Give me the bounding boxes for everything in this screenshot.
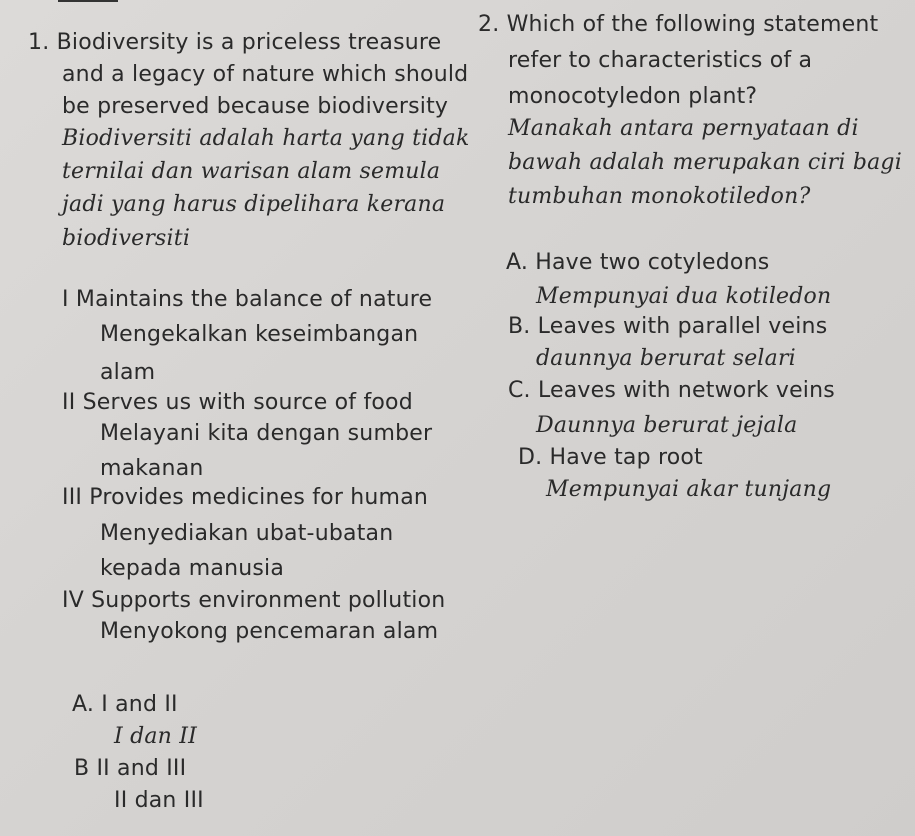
q2-option-b-en: B. Leaves with parallel veins <box>508 314 828 339</box>
q1-statement-1-ms-1: Mengekalkan keseimbangan <box>100 322 419 347</box>
q1-statement-4-en: IV Supports environment pollution <box>62 588 446 613</box>
q1-stem-ms-4: biodiversiti <box>62 226 191 251</box>
q2-option-c-ms: Daunnya berurat jejala <box>536 413 798 438</box>
q1-statement-2-en: II Serves us with source of food <box>62 390 413 415</box>
q1-statement-1-ms-2: alam <box>100 360 156 385</box>
q1-stem-en-1: 1. Biodiversity is a priceless treasure <box>28 30 442 55</box>
q1-statement-2-ms-1: Melayani kita dengan sumber <box>100 421 433 446</box>
q1-stem-ms-2: ternilai dan warisan alam semula <box>62 159 441 184</box>
q1-statement-4-ms: Menyokong pencemaran alam <box>100 619 439 644</box>
q1-stem-ms-3: jadi yang harus dipelihara kerana <box>62 192 446 217</box>
top-rule <box>58 0 118 2</box>
q2-stem-en-1: 2. Which of the following statement <box>478 12 879 37</box>
q2-option-a-en: A. Have two cotyledons <box>506 250 770 275</box>
q1-stem-en-2: and a legacy of nature which should <box>62 62 469 87</box>
q2-stem-ms-2: bawah adalah merupakan ciri bagi <box>508 150 902 175</box>
q1-option-a-ms: I dan II <box>114 724 198 749</box>
q1-statement-1-en: I Maintains the balance of nature <box>62 287 433 312</box>
q2-option-c-en: C. Leaves with network veins <box>508 378 835 403</box>
q1-statement-2-ms-2: makanan <box>100 456 204 481</box>
q1-option-a-en: A. I and II <box>72 692 178 717</box>
q1-statement-3-en: III Provides medicines for human <box>62 485 429 510</box>
q1-option-b-ms: II dan III <box>114 788 204 813</box>
q1-option-b-en: B II and III <box>74 756 187 781</box>
q1-statement-3-ms-1: Menyediakan ubat-ubatan <box>100 521 394 546</box>
q2-option-b-ms: daunnya berurat selari <box>536 346 796 371</box>
q1-statement-3-ms-2: kepada manusia <box>100 556 285 581</box>
q1-stem-ms-1: Biodiversiti adalah harta yang tidak <box>62 126 470 151</box>
q2-stem-en-3: monocotyledon plant? <box>508 84 758 109</box>
q1-stem-en-3: be preserved because biodiversity <box>62 94 449 119</box>
q2-option-d-ms: Mempunyai akar tunjang <box>546 477 832 502</box>
q2-option-a-ms: Mempunyai dua kotiledon <box>536 284 832 309</box>
q2-option-d-en: D. Have tap root <box>518 445 703 470</box>
q2-stem-ms-3: tumbuhan monokotiledon? <box>508 184 811 209</box>
q2-stem-en-2: refer to characteristics of a <box>508 48 813 73</box>
q2-stem-ms-1: Manakah antara pernyataan di <box>508 116 859 141</box>
